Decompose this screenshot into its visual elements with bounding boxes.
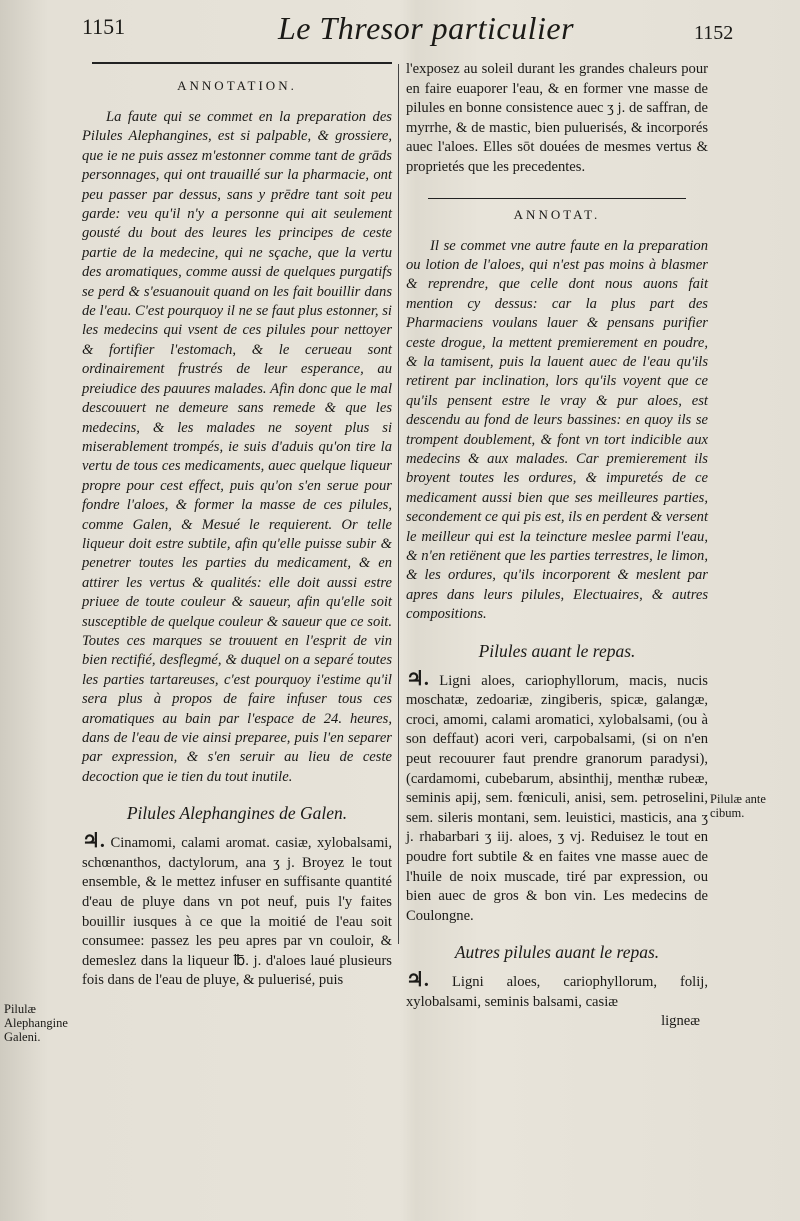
continuation-block	[406, 60, 708, 178]
page-number-left: 1151	[82, 14, 126, 39]
section-rule	[428, 198, 686, 199]
recipe-text-1: Ligni aloes, cariophyllorum, macis, nucis moschatæ, zedoariæ, zingiberis, spicæ, galangæ, croci, amomi, calami aromatici, xylobalsami, (ou à son deffaut) acori veri, carpobalsami, (si on n'en peut recouurer faut prendre granorum paradysi), (cardamomi, cubebarum, absinthij, menthæ rubeæ, seminis apij, sem. fœniculi, anisi, sem. petroselini, sem. sileris montani, sem. leuistici, masticis, ana ʒ j. rhabarbari ʒ iij. aloes, ʒ vj. Reduisez le tout en poudre fort subtile & en faites vne masse auec de l'huile de noix muscade, tiré par expression, ou bien auec de gros & bon vin. Les medecins de Coulongne.	[406, 672, 708, 924]
continuation-text: l'exposez au soleil durant les grandes chaleurs pour en faire euaporer l'eau, & en former vne masse de pilules en bonne consistence auec ʒ j. de saffran, de myrrhe, & de mastic, bien puluerisés, & incorporés auec l'aloes. Elles sōt douées de mesmes vertus & proprietés que les precedentes.	[406, 61, 708, 175]
column-divider	[398, 64, 399, 944]
margin-note-left: Pilulæ Alephangine Galeni.	[4, 1002, 68, 1044]
margin-note-right: Pilulæ ante cibum.	[710, 792, 766, 820]
running-title: Le Thresor particulier	[278, 10, 575, 46]
annotation-block	[82, 108, 392, 787]
header-rule-left	[92, 62, 392, 64]
section-heading-autres: Autres pilules auant le repas.	[454, 942, 660, 963]
catchword: ligneæ	[661, 1012, 700, 1029]
section-heading-alephangines: Pilules Alephangines de Galen.	[126, 803, 348, 824]
annotat-text: Il se commet vne autre faute en la preparation ou lotion de l'aloes, qui n'est pas moins à blasmer & reprendre, que celle dont nous auons fait mention cy dessus: car la plus part des Pharmaciens voulans lauer & pensans purifier ceste drogue, la mettent premierement en poudre, & la tamisent, puis la lauent auec de l'eau qu'ils retirent par inclination, lors qu'ils voyent que ce qu'ils pensent estre le vray & pur aloes, est descendu au fond de leurs bassines: en quoy ils se trompent doublement, & font vn tort indicible aux medecins & aux malades. Car premierement ils broyent toutes les ordures, & impuretés de ce medicament aussi bien que ses meilleures parties, secondement ce qui pis est, ils en perdent & versent le meilleur qui est la teincture meslee parmi l'eau, & n'en retiënent que les parties terrestres, le limon, & les ordures, qu'ils incorporent & meslent par apres dans leurs pilules, Electuaires, & autres compositions.	[406, 237, 708, 623]
annotat-block	[406, 237, 708, 625]
recipe-symbol-1: ♃.	[406, 667, 429, 690]
recipe-text-2: Ligni aloes, cariophyllorum, folij, xylobalsami, seminis balsami, casiæ	[406, 974, 708, 1010]
recipe-block	[82, 832, 392, 991]
recipe-block-1	[406, 667, 708, 927]
annotation-heading: ANNOTATION.	[177, 78, 297, 93]
recipe-symbol: ♃.	[82, 830, 105, 853]
right-column	[406, 60, 708, 1030]
section-heading-avant-repas: Pilules auant le repas.	[478, 640, 636, 661]
page-number-right: 1152	[694, 22, 734, 44]
recipe-symbol-2: ♃.	[406, 969, 429, 992]
left-column	[82, 78, 392, 991]
recipe-text: Cinamomi, calami aromat. casiæ, xylobalsami, schœnanthos, dactylorum, ana ʒ j. Broyez le tout ensemble, & le mettez infuser en suffisante quantité d'eau de pluye dans vn pot neuf, puis l'y faites bouillir iusques à ce que la moitié de l'eau soit consumee: passez les peu apres par vn couloir, & demeslez dans la liqueur ℔. j. d'aloes laué plusieurs fois dans de l'eau de pluye, & puluerisé, puis	[82, 835, 392, 989]
annotat-heading: ANNOTAT.	[513, 206, 601, 222]
annotation-text: La faute qui se commet en la preparation des Pilules Alephangines, est si palpable, & grossiere, que ie ne puis assez m'estonner comme tant de grāds personnages, qui ont trauaillé sur la pharmacie, ont peu passer par dessus, sans y prēdre tant soit peu garde: veu qu'il n'y a personne qui ait seulement gousté du bout des leures les principes de ceste partie de la medecine, qui ne sçache, que la vertu des aromatiques, comme aussi de quelques purgatifs se perd & s'esuanouit quand on les fait bouillir dans de l'eau. C'est pourquoy il ne se faut plus estonner, si les medecins qui vsent de ces pilules pour nettoyer & fortifier l'estomach, & le cerueau sont ordinairement frustrés de leur esperance, au preiudice des pauures malades. Afin donc que le mal descouuert ne demeure sans remede & que les medecins, & les malades ne soyent plus si miserablement trompés, ie suis d'aduis qu'on tire la vertu de tous ces medicaments, auec quelque liqueur propre pour cest effect, puis qu'on s'en serue pour fondre l'aloes, & former la masse de ces pilules, comme Galen, & Mesué le requierent. Or telle liqueur doit estre subtile, afin qu'elle puisse subir & penetrer toutes les parties du medicament, & en attirer les vertus & qualités: elle doit aussi estre priuee de toute couleur & saueur, afin qu'elle soit susceptible de quelque couleur & saueur que ce soit. Toutes ces marques se trouuent en l'esprit de vin bien rectifié, desflegmé, & duquel on a separé toutes les parties tartareuses, c'est pourquoy i'estime qu'il sera plus à propos de faire infuser tous ces aromatiques au bain par l'espace de 24. heures, dans de l'eau de vie ainsi preparee, puis l'en separer par expression, & s'en seruir au lieu de ceste decoction que ie tien du tout inutile.	[82, 109, 392, 785]
recipe-block-2	[406, 971, 708, 1012]
